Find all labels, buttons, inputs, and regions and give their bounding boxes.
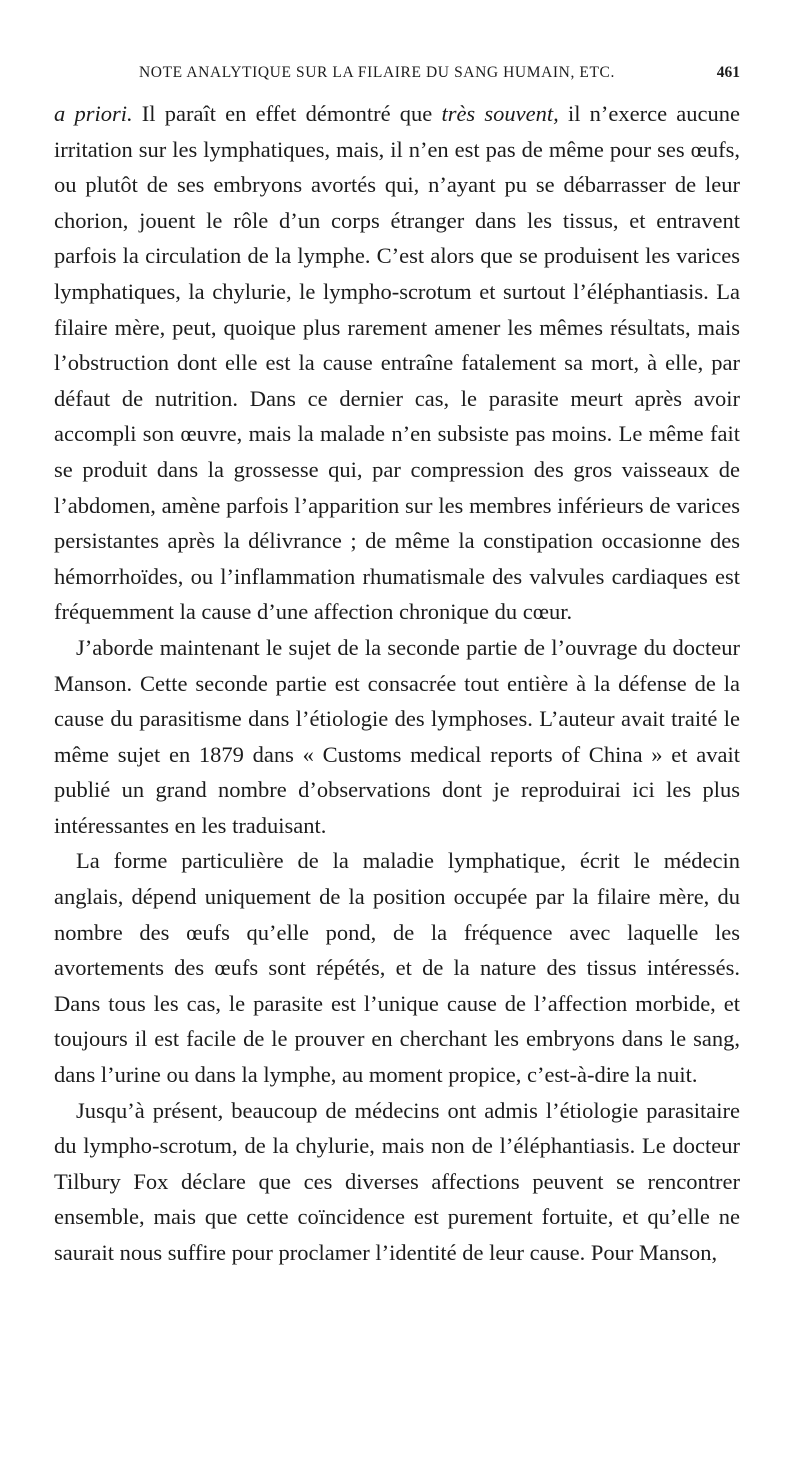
paragraph-3 (54, 843, 740, 1092)
paragraph-1 (54, 96, 740, 630)
paragraph-1-segment-3: très souvent, (441, 101, 559, 126)
paragraph-3-text: La forme particulière de la maladie lymphatique, écrit le médecin anglais, dépend uniquement de la position occupée par la filaire mère, du nombre des œufs qu’elle pond, de la fréquence avec laquelle les avortements des œufs sont répétés, et de la nature des tissus intéressés. Dans tous les cas, le parasite est l’unique cause de l’affection morbide, et toujours il est facile de le prouver en cherchant les embryons dans le sang, dans l’urine ou dans la lymphe, au moment propice, c’est-à-dire la nuit. (54, 848, 740, 1088)
paragraph-1-segment-1: a priori. (54, 101, 133, 126)
paragraph-2 (54, 630, 740, 844)
paragraph-1-segment-4: il n’exerce aucune irritation sur les lymphatiques, mais, il n’en est pas de même pour ses œufs, ou plutôt de ses embryons avortés qui, n’ayant pu se débarrasser de leur chorion, jouent le rôle d’un corps étranger dans les tissus, et entravent parfois la circulation de la lymphe. C’est alors que se produisent les varices lymphatiques, la chylurie, le lympho-scrotum et surtout l’éléphantiasis. La filaire mère, peut, quoique plus rarement amener les mêmes résultats, mais l’obstruction dont elle est la cause entraîne fatalement sa mort, à elle, par défaut de nutrition. Dans ce dernier cas, le parasite meurt après avoir accompli son œuvre, mais la malade n’en subsiste pas moins. Le même fait se produit dans la grossesse qui, par compression des gros vaisseaux de l’abdomen, amène parfois l’apparition sur les membres inférieurs de varices persistantes après la délivrance ; de même la constipation occasionne des hémorrhoïdes, ou l’inflammation rhumatismale des valvules cardiaques est fréquemment la cause d’une affection chronique du cœur. (54, 101, 740, 625)
body-text (54, 96, 740, 1271)
paragraph-4-text: Jusqu’à présent, beaucoup de médecins ont admis l’étiologie parasitaire du lympho-scrotum, de la chylurie, mais non de l’éléphantiasis. Le docteur Tilbury Fox déclare que ces diverses affections peuvent se rencontrer ensemble, mais que cette coïncidence est purement fortuite, et qu’elle ne saurait nous suffire pour proclamer l’identité de leur cause. Pour Manson, (54, 1097, 740, 1265)
paragraph-4 (54, 1093, 740, 1271)
paragraph-2-text: J’aborde maintenant le sujet de la seconde partie de l’ouvrage du docteur Manson. Cette seconde partie est consacrée tout entière à la défense de la cause du parasitisme dans l’étiologie des lymphoses. L’auteur avait traité le même sujet en 1879 dans « Customs medical reports of China » et avait publié un grand nombre d’observations dont je reproduirai ici les plus intéressantes en les traduisant. (54, 634, 740, 838)
book-page (54, 62, 740, 1271)
running-head (54, 62, 740, 92)
paragraph-1-segment-2: Il paraît en effet démontré que (132, 101, 442, 126)
page-number: 461 (716, 64, 740, 81)
running-head-title: NOTE ANALYTIQUE SUR LA FILAIRE DU SANG HUMAIN, ETC. (139, 64, 615, 81)
